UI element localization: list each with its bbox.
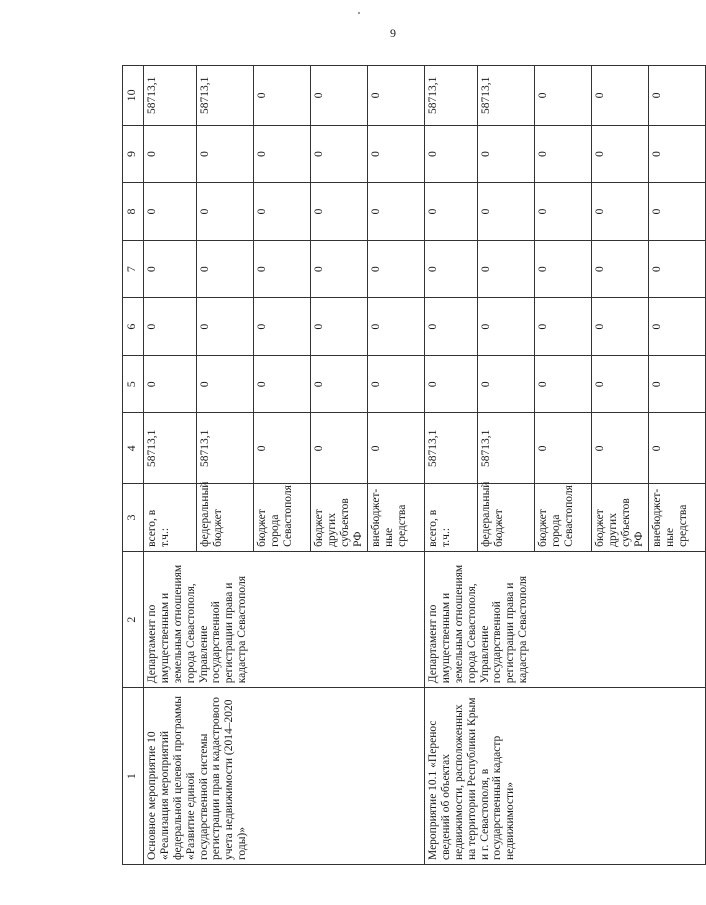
value-cell: 0 <box>649 240 706 298</box>
value-cell: 58713,1 <box>144 66 197 126</box>
header-cell: 8 <box>123 183 144 241</box>
value-cell: 0 <box>425 183 478 241</box>
funding-source-cell: внебюджет-ные средства <box>649 484 706 552</box>
value-cell: 0 <box>197 183 254 241</box>
value-cell: 0 <box>311 355 368 413</box>
value-cell: 0 <box>478 125 535 183</box>
header-cell: 3 <box>123 484 144 552</box>
value-cell: 0 <box>197 125 254 183</box>
value-cell: 0 <box>368 413 425 484</box>
value-cell: 0 <box>592 66 649 126</box>
value-cell: 0 <box>592 355 649 413</box>
value-cell: 0 <box>144 125 197 183</box>
funding-source-cell: всего, в т.ч.: <box>425 484 478 552</box>
value-cell: 0 <box>368 183 425 241</box>
value-cell: 58713,1 <box>197 413 254 484</box>
value-cell: 0 <box>254 298 311 356</box>
value-cell: 0 <box>254 355 311 413</box>
header-cell: 10 <box>123 66 144 126</box>
value-cell: 0 <box>535 413 592 484</box>
value-cell: 0 <box>649 125 706 183</box>
value-cell: 0 <box>592 183 649 241</box>
header-cell: 6 <box>123 298 144 356</box>
header-cell: 9 <box>123 125 144 183</box>
value-cell: 0 <box>649 413 706 484</box>
value-cell: 0 <box>254 66 311 126</box>
value-cell: 0 <box>649 355 706 413</box>
value-cell: 0 <box>649 183 706 241</box>
value-cell: 0 <box>368 298 425 356</box>
value-cell: 0 <box>311 66 368 126</box>
funding-source-cell: всего, в т.ч.: <box>144 484 197 552</box>
value-cell: 0 <box>311 298 368 356</box>
value-cell: 0 <box>368 355 425 413</box>
funding-source-cell: бюджет других субъектов РФ <box>311 484 368 552</box>
value-cell: 0 <box>535 298 592 356</box>
value-cell: 0 <box>425 298 478 356</box>
value-cell: 58713,1 <box>197 66 254 126</box>
value-cell: 0 <box>254 413 311 484</box>
executor-cell: Департамент по имущественным и земельным отношениям города Севастополя, Управление государственной регистрации права и кадастра Севастополя <box>144 551 425 687</box>
value-cell: 0 <box>592 413 649 484</box>
value-cell: 0 <box>592 240 649 298</box>
measure-name-cell: Мероприятие 10.1 «Перенос сведений об объектах недвижимости, расположенных на территории Республики Крым и г. Севастополя, в государственный кадастр недвижимости» <box>425 688 706 865</box>
header-cell: 5 <box>123 355 144 413</box>
header-row <box>123 66 144 865</box>
value-cell: 0 <box>144 355 197 413</box>
funding-source-cell: федеральный бюджет <box>197 484 254 552</box>
value-cell: 0 <box>425 355 478 413</box>
value-cell: 0 <box>478 240 535 298</box>
header-cell: 4 <box>123 413 144 484</box>
value-cell: 0 <box>649 298 706 356</box>
measure-name-cell: Основное мероприятие 10 «Реализация мероприятий федеральной целевой программы «Развитие единой государственной системы регистрации прав и кадастрового учета недвижимости (2014–2020 годы)» <box>144 688 425 865</box>
value-cell: 0 <box>592 298 649 356</box>
value-cell: 0 <box>535 66 592 126</box>
table-row <box>425 66 478 865</box>
value-cell: 0 <box>144 240 197 298</box>
value-cell: 0 <box>197 298 254 356</box>
funding-source-cell: бюджет города Севастополя <box>535 484 592 552</box>
value-cell: 58713,1 <box>425 66 478 126</box>
funding-source-cell: бюджет других субъектов РФ <box>592 484 649 552</box>
scan-speck <box>358 12 360 14</box>
value-cell: 0 <box>197 355 254 413</box>
value-cell: 0 <box>144 298 197 356</box>
funding-source-cell: внебюджет-ные средства <box>368 484 425 552</box>
value-cell: 0 <box>254 240 311 298</box>
value-cell: 0 <box>535 355 592 413</box>
header-cell: 7 <box>123 240 144 298</box>
value-cell: 0 <box>368 125 425 183</box>
value-cell: 58713,1 <box>144 413 197 484</box>
value-cell: 0 <box>535 240 592 298</box>
value-cell: 0 <box>311 240 368 298</box>
funding-source-cell: федеральный бюджет <box>478 484 535 552</box>
value-cell: 0 <box>254 183 311 241</box>
page-number: 9 <box>390 26 396 40</box>
funding-source-cell: бюджет города Севастополя <box>254 484 311 552</box>
value-cell: 0 <box>368 240 425 298</box>
value-cell: 0 <box>535 125 592 183</box>
funding-table <box>122 65 706 865</box>
value-cell: 0 <box>649 66 706 126</box>
value-cell: 0 <box>478 355 535 413</box>
value-cell: 0 <box>478 298 535 356</box>
table-row <box>144 66 197 865</box>
value-cell: 0 <box>368 66 425 126</box>
value-cell: 0 <box>254 125 311 183</box>
executor-cell: Департамент по имущественным и земельным отношениям города Севастополя, Управление государственной регистрации права и кадастра Севастополя <box>425 551 706 687</box>
header-cell: 2 <box>123 551 144 687</box>
value-cell: 0 <box>311 125 368 183</box>
value-cell: 58713,1 <box>478 66 535 126</box>
value-cell: 0 <box>144 183 197 241</box>
rotated-table-wrapper <box>122 65 689 865</box>
value-cell: 58713,1 <box>478 413 535 484</box>
value-cell: 0 <box>311 413 368 484</box>
value-cell: 58713,1 <box>425 413 478 484</box>
header-cell: 1 <box>123 688 144 865</box>
value-cell: 0 <box>592 125 649 183</box>
value-cell: 0 <box>535 183 592 241</box>
value-cell: 0 <box>311 183 368 241</box>
value-cell: 0 <box>197 240 254 298</box>
value-cell: 0 <box>425 125 478 183</box>
value-cell: 0 <box>478 183 535 241</box>
value-cell: 0 <box>425 240 478 298</box>
